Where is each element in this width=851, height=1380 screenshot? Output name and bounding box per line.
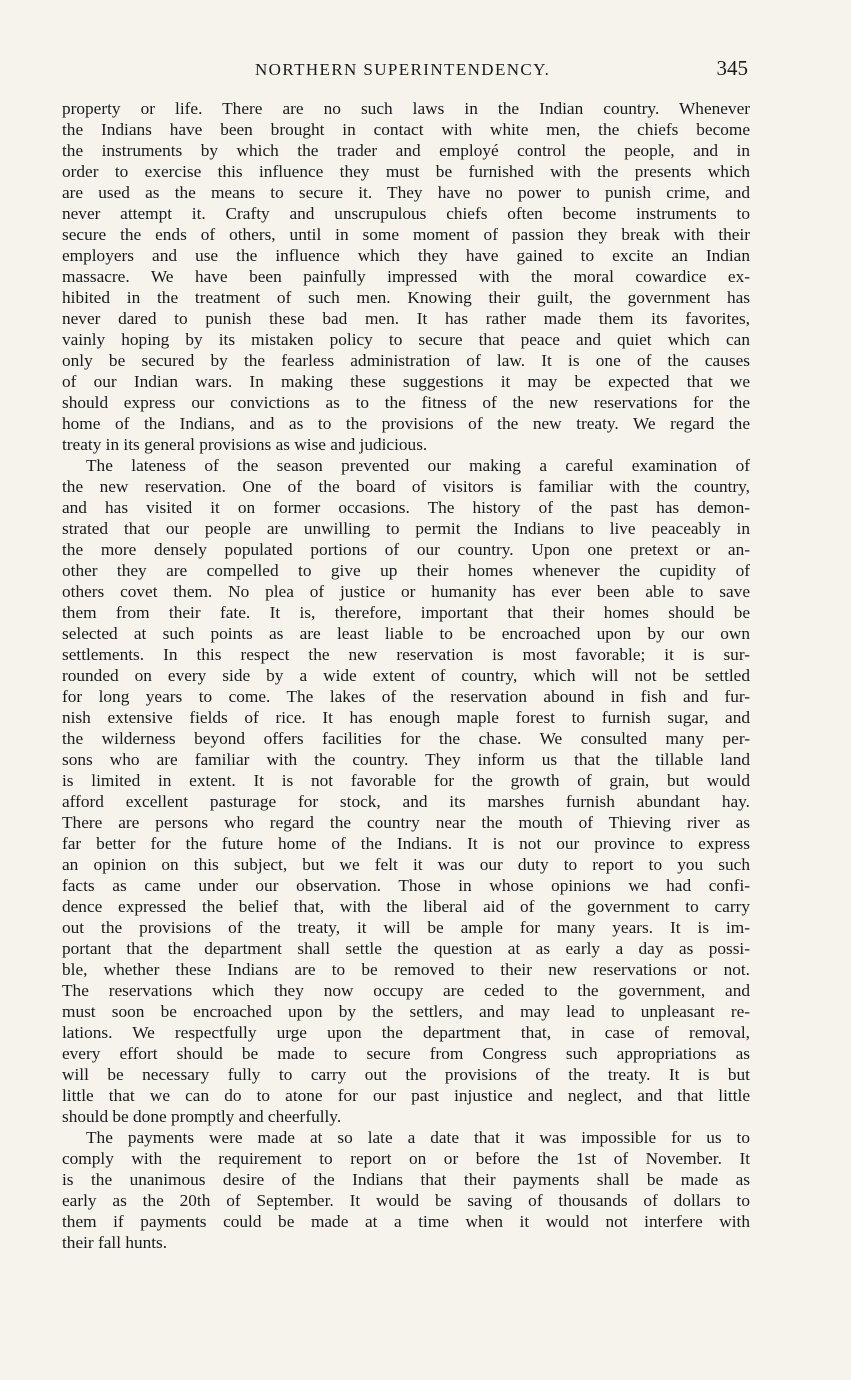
text-line: little that we can do to atone for our past injustice and neglect, and that little: [62, 1086, 750, 1105]
text-line: ble, whether these Indians are to be removed to their new reservations or not.: [62, 960, 750, 979]
text-line: home of the Indians, and as to the provisions of the new treaty. We regard the: [62, 414, 750, 433]
text-line: should express our convictions as to the fitness of the new reservations for the: [62, 393, 750, 412]
text-line: is limited in extent. It is not favorable for the growth of grain, but would: [62, 771, 750, 790]
text-line: their fall hunts.: [62, 1233, 168, 1252]
text-line: them if payments could be made at a time when it would not interfere with: [62, 1212, 750, 1231]
paragraph: [62, 1127, 750, 1253]
text-line: and has visited it on former occasions. The history of the past has demon-: [62, 498, 750, 517]
text-line: rounded on every side by a wide extent of country, which will not be settled: [62, 666, 750, 685]
text-line: every effort should be made to secure from Congress such appropriations as: [62, 1044, 750, 1063]
text-line: secure the ends of others, until in some moment of passion they break with their: [62, 225, 750, 244]
text-line: lations. We respectfully urge upon the department that, in case of removal,: [62, 1023, 750, 1042]
text-line: never dared to punish these bad men. It has rather made them its favorites,: [62, 309, 750, 328]
text-line: are used as the means to secure it. They have no power to punish crime, and: [62, 183, 750, 202]
text-line: facts as came under our observation. Those in whose opinions we had confi-: [62, 876, 750, 895]
text-line: treaty in its general provisions as wise and judicious.: [62, 435, 428, 454]
page-number: 345: [716, 56, 748, 80]
text-line: should be done promptly and cheerfully.: [62, 1107, 342, 1126]
text-line: strated that our people are unwilling to permit the Indians to live peaceably in: [62, 519, 750, 538]
text-line: the wilderness beyond offers facilities for the chase. We consulted many per-: [62, 729, 750, 748]
text-line: of our Indian wars. In making these suggestions it may be expected that we: [62, 372, 750, 391]
paragraph: [62, 455, 750, 1127]
text-line: There are persons who regard the country near the mouth of Thieving river as: [62, 813, 750, 832]
text-line: employers and use the influence which they have gained to excite an Indian: [62, 246, 750, 265]
text-line: will be necessary fully to carry out the provisions of the treaty. It is but: [62, 1065, 750, 1084]
text-line: afford excellent pasturage for stock, and its marshes furnish abundant hay.: [62, 792, 750, 811]
text-line: early as the 20th of September. It would be saving of thousands of dollars to: [62, 1191, 750, 1210]
text-line: The reservations which they now occupy are ceded to the government, and: [62, 981, 750, 1000]
text-line: order to exercise this influence they must be furnished with the presents which: [62, 162, 750, 181]
text-line: the new reservation. One of the board of visitors is familiar with the country,: [62, 477, 750, 496]
text-line: is the unanimous desire of the Indians that their payments shall be made as: [62, 1170, 750, 1189]
text-line: for long years to come. The lakes of the reservation abound in fish and fur-: [62, 687, 750, 706]
text-line: massacre. We have been painfully impressed with the moral cowardice ex-: [62, 267, 750, 286]
running-head: NORTHERN SUPERINTENDENCY.: [255, 60, 551, 79]
text-line: never attempt it. Crafty and unscrupulous chiefs often become instruments to: [62, 204, 750, 223]
text-line: vainly hoping by its mistaken policy to secure that peace and quiet which can: [62, 330, 750, 349]
paragraph: [62, 98, 750, 455]
text-line: far better for the future home of the Indians. It is not our province to express: [62, 834, 750, 853]
text-line: must soon be encroached upon by the settlers, and may lead to unpleasant re-: [62, 1002, 750, 1021]
text-line: portant that the department shall settle the question at as early a day as possi-: [62, 939, 750, 958]
text-line: sons who are familiar with the country. They inform us that the tillable land: [62, 750, 750, 769]
text-line: The lateness of the season prevented our making a careful examination of: [86, 456, 750, 475]
text-line: only be secured by the fearless administration of law. It is one of the causes: [62, 351, 750, 370]
body-text: [62, 98, 750, 1253]
text-line: others covet them. No plea of justice or humanity has ever been able to save: [62, 582, 750, 601]
text-line: The payments were made at so late a date that it was impossible for us to: [86, 1128, 750, 1147]
text-line: property or life. There are no such laws in the Indian country. Whenever: [62, 99, 750, 118]
text-line: settlements. In this respect the new reservation is most favorable; it is sur-: [62, 645, 750, 664]
text-line: hibited in the treatment of such men. Knowing their guilt, the government has: [62, 288, 750, 307]
text-line: them from their fate. It is, therefore, important that their homes should be: [62, 603, 750, 622]
text-line: nish extensive fields of rice. It has enough maple forest to furnish sugar, and: [62, 708, 750, 727]
page-header: [60, 58, 750, 84]
text-line: dence expressed the belief that, with the liberal aid of the government to carry: [62, 897, 750, 916]
text-line: selected at such points as are least liable to be encroached upon by our own: [62, 624, 750, 643]
text-line: an opinion on this subject, but we felt it was our duty to report to you such: [62, 855, 750, 874]
text-line: other they are compelled to give up their homes whenever the cupidity of: [62, 561, 750, 580]
text-line: the instruments by which the trader and employé control the people, and in: [62, 141, 750, 160]
text-line: out the provisions of the treaty, it will be ample for many years. It is im-: [62, 918, 750, 937]
text-line: comply with the requirement to report on or before the 1st of November. It: [62, 1149, 750, 1168]
text-line: the more densely populated portions of our country. Upon one pretext or an-: [62, 540, 750, 559]
text-line: the Indians have been brought in contact with white men, the chiefs become: [62, 120, 750, 139]
